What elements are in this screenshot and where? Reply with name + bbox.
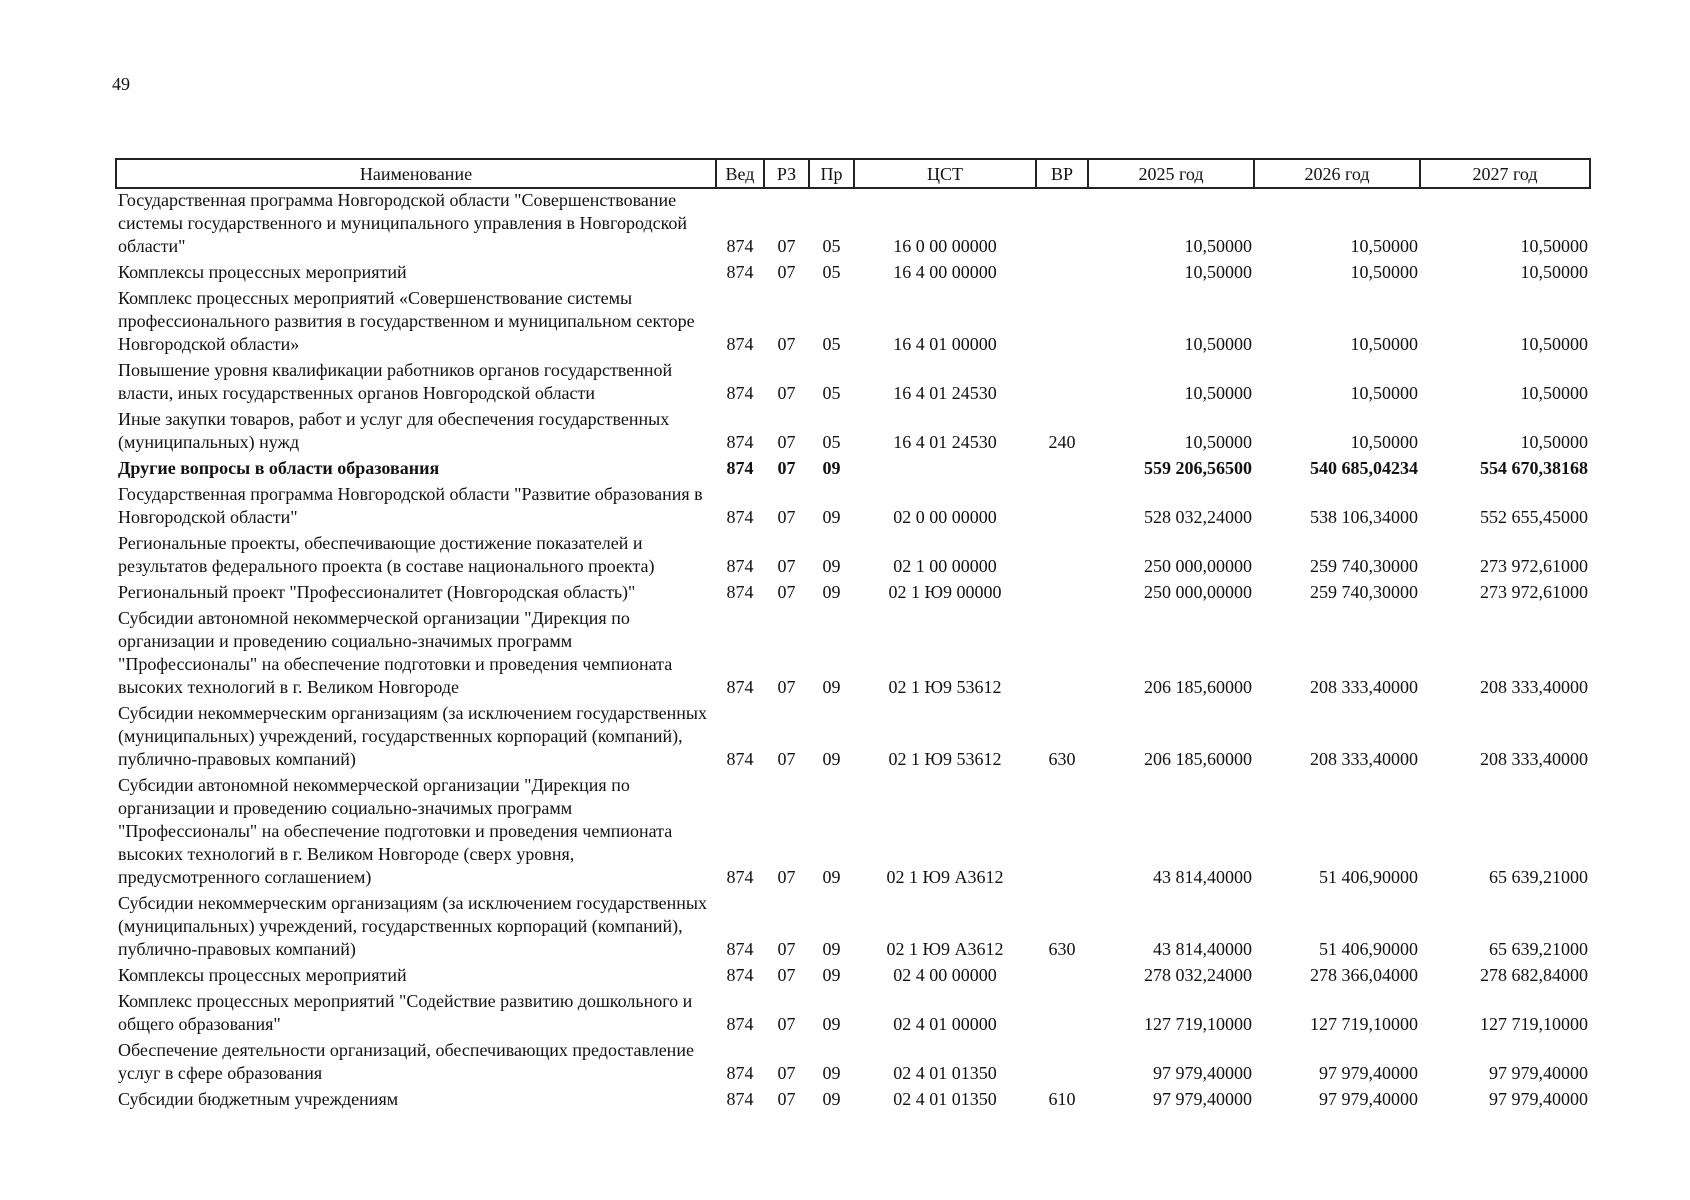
row-value-2026: 208 333,40000 — [1310, 677, 1418, 697]
budget-table — [115, 158, 1591, 1114]
row-value-2026: 51 406,90000 — [1319, 867, 1418, 887]
table-row — [116, 774, 1590, 892]
row-value-2025: 10,50000 — [1184, 236, 1252, 256]
row-cst: 02 1 Ю9 53612 — [888, 677, 1002, 697]
table-row — [116, 532, 1590, 581]
row-name: Субсидии некоммерческим организациям (за исключением государственных (муниципальных) учреждений, государственных корпораций (компаний), публично-правовых компаний) — [118, 893, 708, 959]
row-value-2027: 65 639,21000 — [1489, 939, 1588, 959]
row-value-2027: 273 972,61000 — [1480, 582, 1588, 602]
row-cst: 16 4 01 00000 — [893, 334, 997, 354]
row-value-2026: 278 366,04000 — [1310, 965, 1418, 985]
row-pr: 05 — [822, 383, 841, 403]
row-pr: 05 — [822, 262, 841, 282]
row-vr — [1036, 287, 1088, 359]
row-pr: 09 — [822, 965, 841, 985]
row-vr: 630 — [1048, 749, 1076, 769]
table-row — [116, 990, 1590, 1039]
row-value-2027: 97 979,40000 — [1489, 1089, 1588, 1109]
row-ved: 874 — [726, 1014, 754, 1034]
row-value-2027: 10,50000 — [1520, 432, 1588, 452]
table-row — [116, 1088, 1590, 1114]
row-value-2025: 10,50000 — [1184, 262, 1252, 282]
row-name: Региональный проект "Профессионалитет (Новгородская область)" — [118, 582, 636, 602]
row-value-2026: 97 979,40000 — [1319, 1063, 1418, 1083]
row-rz: 07 — [777, 1089, 796, 1109]
row-value-2025: 43 814,40000 — [1153, 939, 1252, 959]
table-body — [116, 188, 1590, 1114]
header-cst: ЦСТ — [854, 159, 1036, 188]
row-cst: 02 4 01 00000 — [893, 1014, 997, 1034]
row-rz: 07 — [777, 556, 796, 576]
row-vr — [1036, 607, 1088, 702]
page-number: 49 — [112, 74, 130, 94]
row-rz: 07 — [777, 383, 796, 403]
row-pr: 05 — [822, 432, 841, 452]
row-value-2027: 97 979,40000 — [1489, 1063, 1588, 1083]
row-vr — [1036, 359, 1088, 408]
table-row — [116, 607, 1590, 702]
row-cst: 02 0 00 00000 — [893, 507, 997, 527]
row-ved: 874 — [726, 236, 754, 256]
row-value-2026: 97 979,40000 — [1319, 1089, 1418, 1109]
table-row — [116, 408, 1590, 457]
row-value-2025: 278 032,24000 — [1144, 965, 1252, 985]
row-vr — [1036, 261, 1088, 287]
row-value-2025: 97 979,40000 — [1153, 1063, 1252, 1083]
row-rz: 07 — [777, 334, 796, 354]
row-value-2027: 554 670,38168 — [1480, 458, 1588, 478]
row-pr: 09 — [822, 507, 841, 527]
table-row — [116, 188, 1590, 261]
row-value-2025: 559 206,56500 — [1144, 458, 1252, 478]
row-name: Субсидии автономной некоммерческой организации "Дирекция по организации и проведению социально-значимых программ "Профессионалы" на обеспечение подготовки и проведения чемпионата высоких технологий в г. Великом Новгороде — [118, 608, 673, 697]
row-value-2025: 97 979,40000 — [1153, 1089, 1252, 1109]
row-vr: 630 — [1048, 939, 1076, 959]
row-ved: 874 — [726, 432, 754, 452]
row-value-2027: 552 655,45000 — [1480, 507, 1588, 527]
table-row — [116, 581, 1590, 607]
row-value-2027: 208 333,40000 — [1480, 749, 1588, 769]
row-ved: 874 — [726, 262, 754, 282]
row-vr — [1036, 532, 1088, 581]
table-row — [116, 702, 1590, 774]
row-ved: 874 — [726, 507, 754, 527]
row-pr: 09 — [822, 1063, 841, 1083]
header-ved: Вед — [716, 159, 764, 188]
header-rz: РЗ — [764, 159, 809, 188]
row-cst — [854, 457, 1036, 483]
row-ved: 874 — [726, 556, 754, 576]
row-value-2025: 10,50000 — [1184, 334, 1252, 354]
row-ved: 874 — [726, 965, 754, 985]
table-row — [116, 261, 1590, 287]
row-vr — [1036, 774, 1088, 892]
table-row — [116, 892, 1590, 964]
header-pr: Пр — [809, 159, 854, 188]
header-name: Наименование — [116, 159, 716, 188]
row-cst: 16 4 01 24530 — [893, 383, 997, 403]
row-name: Субсидии некоммерческим организациям (за исключением государственных (муниципальных) учреждений, государственных корпораций (компаний), публично-правовых компаний) — [118, 703, 708, 769]
row-cst: 16 4 00 00000 — [893, 262, 997, 282]
table-row — [116, 1039, 1590, 1088]
row-vr — [1036, 483, 1088, 532]
row-rz: 07 — [777, 458, 796, 478]
row-pr: 09 — [822, 867, 841, 887]
row-value-2027: 10,50000 — [1520, 383, 1588, 403]
row-pr: 09 — [822, 1089, 841, 1109]
row-value-2027: 278 682,84000 — [1480, 965, 1588, 985]
row-cst: 02 1 Ю9 00000 — [888, 582, 1002, 602]
row-name: Комплексы процессных мероприятий — [118, 965, 407, 985]
row-name: Комплекс процессных мероприятий «Совершенствование системы профессионального развития в государственном и муниципальном секторе Новгородской области» — [118, 288, 695, 354]
row-name: Субсидии автономной некоммерческой организации "Дирекция по организации и проведению социально-значимых программ "Профессионалы" на обеспечение подготовки и проведения чемпионата высоких технологий в г. Великом Новгороде (сверх уровня, предусмотренного соглашением) — [118, 775, 673, 887]
row-rz: 07 — [777, 939, 796, 959]
row-vr — [1036, 581, 1088, 607]
row-name: Обеспечение деятельности организаций, обеспечивающих предоставление услуг в сфере образования — [118, 1040, 694, 1083]
row-pr: 09 — [822, 1014, 841, 1034]
row-value-2026: 10,50000 — [1350, 334, 1418, 354]
row-value-2025: 127 719,10000 — [1144, 1014, 1252, 1034]
row-rz: 07 — [777, 582, 796, 602]
row-vr: 610 — [1048, 1089, 1076, 1109]
row-pr: 05 — [822, 236, 841, 256]
row-value-2026: 127 719,10000 — [1310, 1014, 1418, 1034]
row-value-2026: 208 333,40000 — [1310, 749, 1418, 769]
row-cst: 02 4 00 00000 — [893, 965, 997, 985]
row-pr: 09 — [822, 458, 841, 478]
row-cst: 02 1 00 00000 — [893, 556, 997, 576]
header-row — [116, 159, 1590, 188]
row-vr: 240 — [1048, 432, 1076, 452]
row-name: Региональные проекты, обеспечивающие достижение показателей и результатов федерального проекта (в составе национального проекта) — [118, 533, 655, 576]
row-name: Государственная программа Новгородской области "Совершенствование системы государственного и муниципального управления в Новгородской области" — [118, 190, 688, 256]
row-cst: 02 4 01 01350 — [893, 1063, 997, 1083]
row-rz: 07 — [777, 432, 796, 452]
row-value-2026: 10,50000 — [1350, 432, 1418, 452]
row-value-2025: 10,50000 — [1184, 383, 1252, 403]
row-vr — [1036, 457, 1088, 483]
row-name: Комплекс процессных мероприятий "Содействие развитию дошкольного и общего образования" — [118, 991, 693, 1034]
row-name: Субсидии бюджетным учреждениям — [118, 1089, 399, 1109]
row-ved: 874 — [726, 334, 754, 354]
table-row — [116, 457, 1590, 483]
row-value-2026: 10,50000 — [1350, 383, 1418, 403]
row-value-2027: 208 333,40000 — [1480, 677, 1588, 697]
row-value-2025: 206 185,60000 — [1144, 749, 1252, 769]
row-pr: 05 — [822, 334, 841, 354]
row-pr: 09 — [822, 556, 841, 576]
row-rz: 07 — [777, 749, 796, 769]
row-vr — [1036, 1039, 1088, 1088]
row-value-2026: 10,50000 — [1350, 236, 1418, 256]
row-rz: 07 — [777, 262, 796, 282]
row-name: Государственная программа Новгородской области "Развитие образования в Новгородской области" — [118, 484, 703, 527]
row-name: Повышение уровня квалификации работников органов государственной власти, иных государственных органов Новгородской области — [118, 360, 673, 403]
row-value-2027: 65 639,21000 — [1489, 867, 1588, 887]
row-cst: 16 0 00 00000 — [893, 236, 997, 256]
header-2026: 2026 год — [1254, 159, 1420, 188]
row-pr: 09 — [822, 677, 841, 697]
table-header — [116, 159, 1590, 188]
row-value-2027: 127 719,10000 — [1480, 1014, 1588, 1034]
row-value-2026: 259 740,30000 — [1310, 582, 1418, 602]
row-rz: 07 — [777, 1014, 796, 1034]
row-ved: 874 — [726, 1063, 754, 1083]
row-value-2027: 10,50000 — [1520, 334, 1588, 354]
row-cst: 02 4 01 01350 — [893, 1089, 997, 1109]
table-row — [116, 483, 1590, 532]
row-ved: 874 — [726, 582, 754, 602]
row-ved: 874 — [726, 749, 754, 769]
row-pr: 09 — [822, 939, 841, 959]
row-value-2026: 538 106,34000 — [1310, 507, 1418, 527]
row-ved: 874 — [726, 458, 754, 478]
row-ved: 874 — [726, 867, 754, 887]
row-cst: 02 1 Ю9 А3612 — [886, 939, 1004, 959]
table-row — [116, 964, 1590, 990]
row-value-2027: 10,50000 — [1520, 262, 1588, 282]
row-rz: 07 — [777, 677, 796, 697]
row-vr — [1036, 188, 1088, 261]
row-ved: 874 — [726, 383, 754, 403]
row-value-2025: 43 814,40000 — [1153, 867, 1252, 887]
header-2025: 2025 год — [1088, 159, 1254, 188]
row-pr: 09 — [822, 749, 841, 769]
row-rz: 07 — [777, 236, 796, 256]
row-ved: 874 — [726, 677, 754, 697]
row-value-2027: 10,50000 — [1520, 236, 1588, 256]
row-name: Иные закупки товаров, работ и услуг для обеспечения государственных (муниципальных) нужд — [118, 409, 670, 452]
row-cst: 16 4 01 24530 — [893, 432, 997, 452]
row-name: Другие вопросы в области образования — [118, 458, 440, 478]
row-value-2027: 273 972,61000 — [1480, 556, 1588, 576]
row-pr: 09 — [822, 582, 841, 602]
row-value-2025: 206 185,60000 — [1144, 677, 1252, 697]
row-ved: 874 — [726, 939, 754, 959]
table-row — [116, 287, 1590, 359]
row-vr — [1036, 964, 1088, 990]
row-value-2025: 528 032,24000 — [1144, 507, 1252, 527]
row-value-2025: 250 000,00000 — [1144, 556, 1252, 576]
row-rz: 07 — [777, 867, 796, 887]
header-2027: 2027 год — [1420, 159, 1590, 188]
row-name: Комплексы процессных мероприятий — [118, 262, 407, 282]
table-row — [116, 359, 1590, 408]
row-value-2026: 540 685,04234 — [1310, 458, 1418, 478]
row-rz: 07 — [777, 507, 796, 527]
row-rz: 07 — [777, 965, 796, 985]
row-value-2026: 259 740,30000 — [1310, 556, 1418, 576]
row-vr — [1036, 990, 1088, 1039]
row-rz: 07 — [777, 1063, 796, 1083]
row-value-2026: 10,50000 — [1350, 262, 1418, 282]
header-vr: ВР — [1036, 159, 1088, 188]
row-ved: 874 — [726, 1089, 754, 1109]
row-cst: 02 1 Ю9 А3612 — [886, 867, 1004, 887]
row-value-2026: 51 406,90000 — [1319, 939, 1418, 959]
row-cst: 02 1 Ю9 53612 — [888, 749, 1002, 769]
row-value-2025: 250 000,00000 — [1144, 582, 1252, 602]
row-value-2025: 10,50000 — [1184, 432, 1252, 452]
